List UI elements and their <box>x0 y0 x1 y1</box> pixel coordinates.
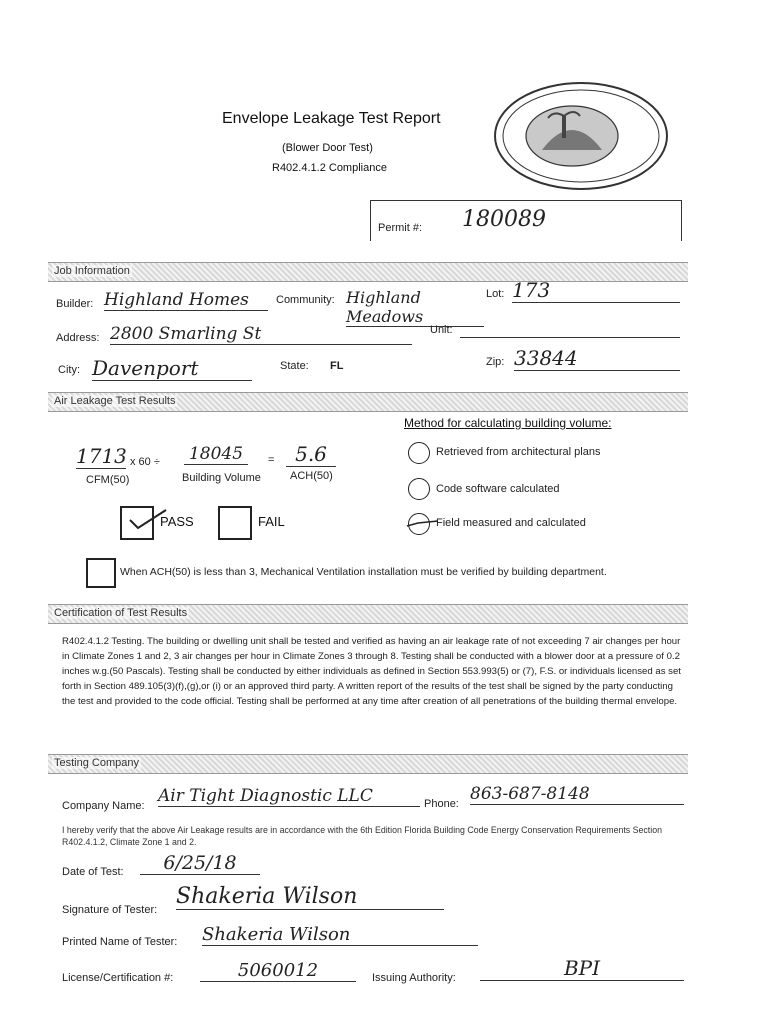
mech-vent-checkbox[interactable] <box>86 558 116 588</box>
method-software-label: Code software calculated <box>436 483 560 495</box>
community-field[interactable]: Highland Meadows <box>346 288 484 327</box>
company-name-field[interactable]: Air Tight Diagnostic LLC <box>158 786 420 807</box>
issuing-authority-field[interactable]: BPI <box>480 956 684 981</box>
unit-field[interactable] <box>460 336 680 338</box>
compliance-label: R402.4.1.2 Compliance <box>272 162 387 174</box>
verification-statement: I hereby verify that the above Air Leakage results are in accordance with the 6th Edition Florida Building Code Energy Conservation Requirements Section R402.4.1.2, Climate Zone 1 and 2. <box>62 825 662 847</box>
permit-number[interactable]: 180089 <box>462 207 546 232</box>
address-field[interactable]: 2800 Smarling St <box>110 324 412 345</box>
signature-field[interactable]: Shakeria Wilson <box>176 884 444 910</box>
signature-label: Signature of Tester: <box>62 904 158 916</box>
checkmark-icon <box>406 516 440 526</box>
lot-label: Lot: <box>486 288 505 300</box>
zip-label: Zip: <box>486 356 505 368</box>
license-field[interactable]: 5060012 <box>200 960 356 982</box>
report-subtitle: (Blower Door Test) <box>282 142 373 154</box>
method-plans-radio[interactable] <box>408 442 430 464</box>
method-software-radio[interactable] <box>408 478 430 500</box>
issuing-authority-label: Issuing Authority: <box>372 972 456 984</box>
cfm50-field[interactable]: 1713 <box>76 444 127 468</box>
boaf-seal <box>492 80 670 192</box>
unit-label: Unit: <box>430 324 453 336</box>
lot-field[interactable]: 173 <box>512 278 680 303</box>
license-label: License/Certification #: <box>62 972 174 984</box>
city-label: City: <box>58 364 80 376</box>
address-label: Address: <box>56 332 100 344</box>
method-field-label: Field measured and calculated <box>436 517 586 529</box>
company-name-label: Company Name: <box>62 800 145 812</box>
zip-field[interactable]: 33844 <box>514 346 680 371</box>
ach50-label: ACH(50) <box>290 470 333 482</box>
phone-field[interactable]: 863-687-8148 <box>470 784 684 805</box>
printed-name-label: Printed Name of Tester: <box>62 936 178 948</box>
printed-name-field[interactable]: Shakeria Wilson <box>202 924 478 946</box>
ach50-field[interactable]: 5.6 <box>286 442 336 467</box>
date-of-test-field[interactable]: 6/25/18 <box>140 852 260 875</box>
certification-band <box>48 604 688 624</box>
job-information-heading: Job Information <box>54 265 130 277</box>
mech-vent-note: When ACH(50) is less than 3, Mechanical Ventilation installation must be verified by building department. <box>120 566 607 578</box>
community-label: Community: <box>276 294 335 306</box>
builder-label: Builder: <box>56 298 94 310</box>
certification-text: R402.4.1.2 Testing. The building or dwelling unit shall be tested and verified as having an air leakage rate of not exceeding 7 air changes per hour in Climate Zones 1 and 2, 3 air changes per hour in Climate Zones 3 through 8. Testing shall be conducted with a blower door at a pressure of 0.2 inches w.g.(50 Pascals). Testing shall be conducted by either individuals as defined in Section 553.993(5) or (7), F.S. or individuals licensed as set forth in Section 489.105(3)(f),(g),or (i) or an approved third party. A written report of the results of the test shall be signed by the party conducting the test and provided to the code official. Testing shall be performed at any time after creation of all penetrations of the building thermal envelope. <box>62 636 681 707</box>
building-volume-field[interactable]: 18045 <box>184 444 248 465</box>
testing-company-band <box>48 754 688 774</box>
permit-label: Permit #: <box>378 222 423 234</box>
equals-text: = <box>268 454 275 466</box>
pass-label: PASS <box>160 514 194 529</box>
state-value[interactable]: FL <box>330 360 344 372</box>
method-heading: Method for calculating building volume: <box>404 416 612 430</box>
certification-heading: Certification of Test Results <box>54 607 188 619</box>
fail-checkbox[interactable] <box>218 506 252 540</box>
multiplier-text: x 60 ÷ <box>130 456 160 468</box>
city-field[interactable]: Davenport <box>92 356 252 381</box>
date-of-test-label: Date of Test: <box>62 866 124 878</box>
report-title: Envelope Leakage Test Report <box>222 110 441 127</box>
testing-company-heading: Testing Company <box>54 757 139 769</box>
building-volume-label: Building Volume <box>182 472 261 484</box>
fail-label: FAIL <box>258 514 285 529</box>
method-plans-label: Retrieved from architectural plans <box>436 446 601 458</box>
cfm50-label: CFM(50) <box>86 474 130 486</box>
air-leakage-band <box>48 392 688 412</box>
state-label: State: <box>280 360 309 372</box>
builder-field[interactable]: Highland Homes <box>104 290 268 311</box>
phone-label: Phone: <box>424 798 459 810</box>
air-leakage-heading: Air Leakage Test Results <box>54 395 176 407</box>
